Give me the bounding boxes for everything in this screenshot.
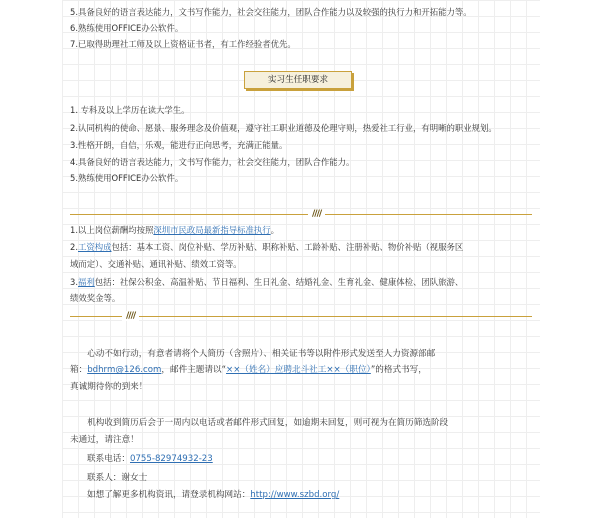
- intern-requirement-item: 1. 专科及以上学历在读大学生。: [70, 105, 190, 115]
- separator-rule: [70, 316, 532, 317]
- salary-standard-link[interactable]: 深圳市民政局最新指导标准执行: [153, 225, 271, 235]
- intern-heading: 实习生任职要求: [244, 71, 352, 89]
- separator-rule: [70, 214, 532, 215]
- wage-text: 包括：基本工资、岗位补贴、学历补贴、职称补贴、工龄补贴、注册补贴、物价补贴（视服务区: [111, 242, 464, 252]
- intern-requirement-item: 3.性格开朗，自信，乐观，能进行正向思考，充满正能量。: [70, 140, 288, 150]
- intern-requirement-item: 4.具备良好的语言表达能力，文书写作能力，社会交往能力，团队合作能力。: [70, 157, 355, 167]
- separator-mark: ////: [122, 311, 139, 321]
- requirement-item: 5.具备良好的语言表达能力，文书写作能力，社会交往能力，团队合作能力以及较强的执行力和开拓能力等。: [70, 7, 472, 17]
- wage-text: 2.: [70, 242, 78, 252]
- intern-heading-wrap: [244, 71, 352, 89]
- requirement-item: 7.已取得助理社工师及以上资格证书者，有工作经验者优先。: [70, 39, 296, 49]
- intern-requirement-item: 2.认同机构的使命、愿景、服务理念及价值观，遵守社工职业道德及伦理守则，热爱社工行业，有明晰的职业规划。: [70, 123, 497, 133]
- salary-item: [70, 224, 279, 236]
- separator-mark: ////: [308, 209, 325, 219]
- apply-text: ”的格式书写，: [370, 365, 427, 375]
- apply-text: 箱：: [70, 365, 88, 375]
- reply-continued: 未通过，请注意！: [70, 435, 139, 445]
- website-line: [87, 489, 339, 501]
- email-subject-format: ××（姓名）应聘北斗社工××（职位）: [226, 365, 371, 375]
- wage-structure-link[interactable]: 工资构成: [78, 242, 112, 252]
- benefits-continued: 绩效奖金等。: [70, 293, 121, 303]
- apply-email-line: [70, 363, 427, 377]
- benefits-link[interactable]: 福利: [78, 277, 95, 287]
- apply-paragraph: [70, 346, 532, 362]
- separator: [70, 311, 532, 323]
- apply-closing: 真诚期待你的到来！: [70, 382, 148, 392]
- website-link[interactable]: http://www.szbd.org/: [250, 490, 340, 500]
- reply-paragraph: 机构收到简历后会于一周内以电话或者邮件形式回复，如逾期未回复，则可视为在简历筛选阶段: [87, 418, 449, 428]
- wage-structure-item: [70, 241, 463, 253]
- phone-link[interactable]: 0755-82974932-23: [129, 454, 213, 464]
- website-label: 如想了解更多机构资讯，请登录机构网站：: [87, 490, 251, 500]
- benefits-item: [70, 276, 463, 288]
- salary-text: 1.以上岗位薪酬均按照: [70, 225, 154, 235]
- requirement-item: 6.熟练使用OFFICE办公软件。: [70, 23, 184, 33]
- phone-label: 联系电话：: [87, 454, 130, 464]
- apply-text: ，邮件主题请以“: [161, 365, 227, 375]
- contact-person: 联系人：谢女士: [87, 473, 148, 483]
- intern-requirement-item: 5.熟练使用OFFICE办公软件。: [70, 173, 184, 183]
- separator: [70, 209, 532, 221]
- apply-text: 心动不如行动，有意者请将个人简历（含照片）、相关证书等以附件形式发送至人力资源部邮: [87, 349, 436, 359]
- salary-text: 。: [270, 225, 279, 235]
- email-link[interactable]: bdhrm@126.com: [87, 365, 162, 375]
- benefits-text: 3.: [70, 277, 78, 287]
- benefits-text: 包括：社保公积金、高温补贴、节日福利、生日礼金、结婚礼金、生育礼金、健康体检、团队旅游、: [94, 277, 464, 287]
- contact-phone-line: [87, 453, 213, 465]
- wage-structure-continued: 域而定）、交通补贴、通讯补贴、绩效工资等。: [70, 259, 242, 269]
